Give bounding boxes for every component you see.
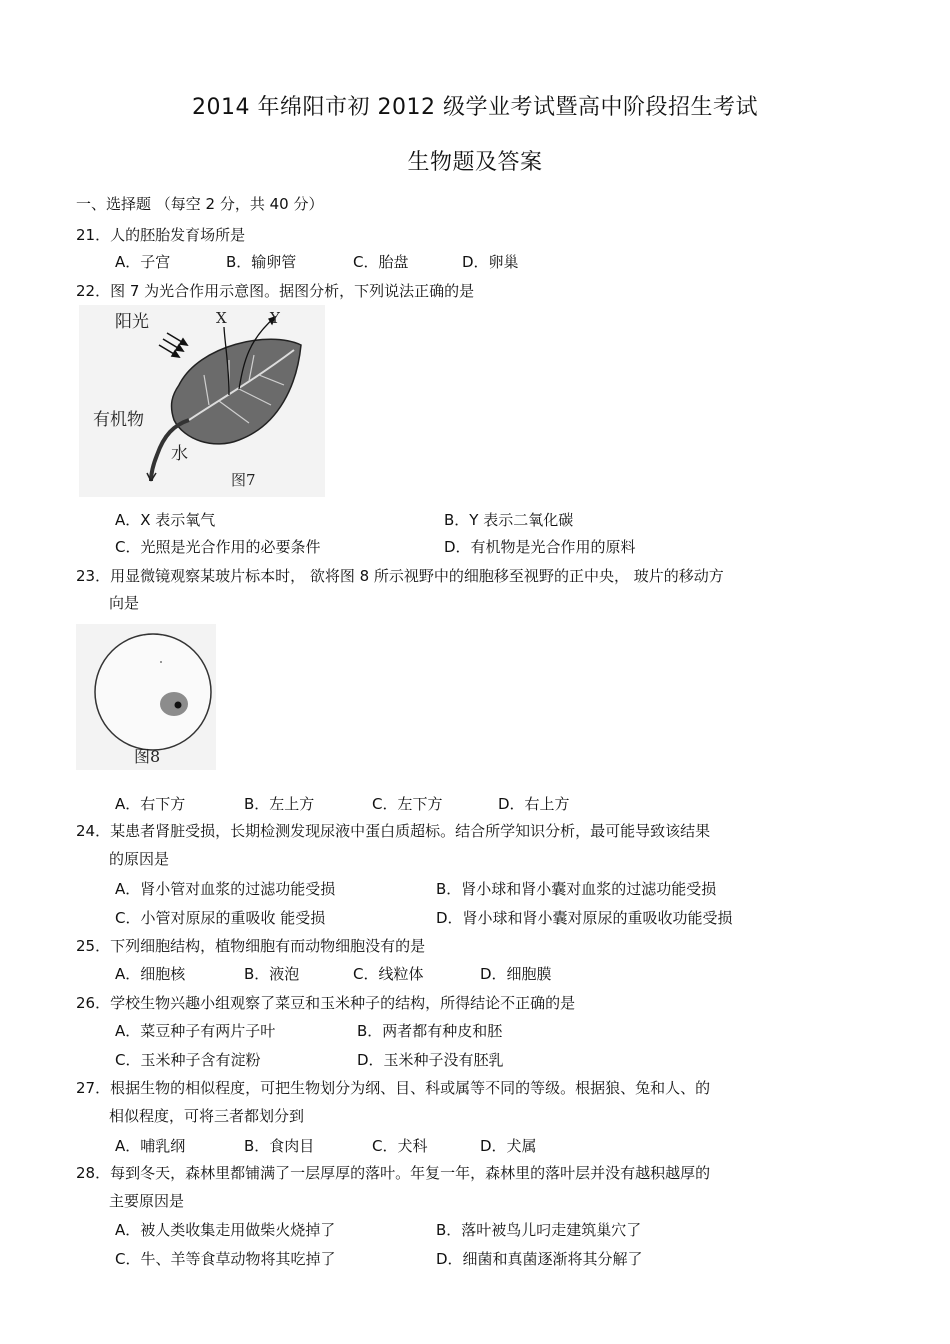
- label-organic: 有机物: [93, 410, 144, 430]
- question-25-option-c: C．线粒体: [353, 965, 424, 983]
- question-22-option-b: B．Y 表示二氧化碳: [444, 511, 574, 529]
- label-y: Y: [270, 309, 280, 327]
- question-26-option-b: B．两者都有种皮和胚: [357, 1022, 503, 1040]
- label-x: X: [216, 309, 227, 327]
- question-24-stem-line-1: 24．某患者肾脏受损，长期检测发现尿液中蛋白质超标。结合所学知识分析，最可能导致该结果: [76, 822, 711, 840]
- figure-7-diagram: [79, 305, 325, 497]
- question-28-option-d: D．细菌和真菌逐渐将其分解了: [436, 1250, 643, 1268]
- label-water: 水: [171, 444, 188, 464]
- label-sunlight: 阳光: [115, 312, 149, 332]
- question-22-option-c: C．光照是光合作用的必要条件: [115, 538, 321, 556]
- question-24-option-b: B．肾小球和肾小囊对血浆的过滤功能受损: [436, 880, 717, 898]
- question-21-option-d: D．卵巢: [462, 253, 519, 271]
- question-28-option-a: A．被人类收集走用做柴火烧掉了: [115, 1221, 336, 1239]
- question-21-option-c: C．胎盘: [353, 253, 409, 271]
- question-22-stem: 22．图 7 为光合作用示意图。据图分析，下列说法正确的是: [76, 282, 475, 300]
- question-26-stem: 26．学校生物兴趣小组观察了菜豆和玉米种子的结构，所得结论不正确的是: [76, 994, 576, 1012]
- question-25-option-b: B．液泡: [244, 965, 300, 983]
- question-27-option-c: C．犬科: [372, 1137, 428, 1155]
- cell-shape: [160, 692, 188, 716]
- question-27-option-a: A．哺乳纲: [115, 1137, 186, 1155]
- question-21-stem: 21．人的胚胎发育场所是: [76, 226, 246, 244]
- question-22-option-a: A．X 表示氧气: [115, 511, 216, 529]
- question-23-stem-line-1: 23．用显微镜观察某玻片标本时， 欲将图 8 所示视野中的细胞移至视野的正中央， 玻片的移动方: [76, 567, 724, 585]
- figure-8-microscope-view: [76, 624, 216, 770]
- question-26-option-a: A．菜豆种子有两片子叶: [115, 1022, 276, 1040]
- figure-7-photosynthesis: [79, 305, 325, 497]
- question-27-option-b: B．食肉目: [244, 1137, 315, 1155]
- question-23-stem-line-2: 向是: [109, 594, 140, 612]
- section-heading: 一、选择题 （每空 2 分，共 40 分）: [76, 195, 324, 213]
- question-28-option-c: C．牛、羊等食草动物将其吃掉了: [115, 1250, 336, 1268]
- field-of-view-circle: [95, 634, 211, 750]
- question-28-stem-line-2: 主要原因是: [109, 1192, 185, 1210]
- cell-nucleus: [175, 702, 182, 709]
- question-23-option-c: C．左下方: [372, 795, 443, 813]
- question-24-option-d: D．肾小球和肾小囊对原尿的重吸收功能受损: [436, 909, 733, 927]
- question-26-option-d: D．玉米种子没有胚乳: [357, 1051, 504, 1069]
- question-21-option-a: A．子宫: [115, 253, 171, 271]
- question-21-option-b: B．输卵管: [226, 253, 297, 271]
- figure-8-diagram: [76, 624, 216, 770]
- page-subtitle: 生物题及答案: [407, 150, 543, 175]
- question-25-option-a: A．细胞核: [115, 965, 186, 983]
- question-27-stem-line-1: 27．根据生物的相似程度，可把生物划分为纲、目、科或属等不同的等级。根据狼、兔和人、的: [76, 1079, 711, 1097]
- question-27-stem-line-2: 相似程度，可将三者都划分到: [109, 1107, 305, 1125]
- question-23-option-d: D．右上方: [498, 795, 570, 813]
- question-28-option-b: B．落叶被鸟儿叼走建筑巢穴了: [436, 1221, 642, 1239]
- question-25-option-d: D．细胞膜: [480, 965, 552, 983]
- question-23-option-a: A．右下方: [115, 795, 186, 813]
- question-25-stem: 25．下列细胞结构，植物细胞有而动物细胞没有的是: [76, 937, 426, 955]
- question-28-stem-line-1: 28．每到冬天，森林里都铺满了一层厚厚的落叶。年复一年，森林里的落叶层并没有越积越厚的: [76, 1164, 711, 1182]
- question-22-option-d: D．有机物是光合作用的原料: [444, 538, 636, 556]
- figure-8-caption: 图8: [134, 747, 161, 766]
- question-24-stem-line-2: 的原因是: [109, 850, 170, 868]
- question-26-option-c: C．玉米种子含有淀粉: [115, 1051, 261, 1069]
- question-23-option-b: B．左上方: [244, 795, 315, 813]
- sunlight-arrows: [159, 333, 187, 357]
- leaf-shape: [172, 339, 301, 444]
- question-24-option-a: A．肾小管对血浆的过滤功能受损: [115, 880, 336, 898]
- question-24-option-c: C．小管对原尿的重吸收 能受损: [115, 909, 326, 927]
- page-title: 2014 年绵阳市初 2012 级学业考试暨高中阶段招生考试: [192, 95, 758, 120]
- figure-7-caption: 图7: [231, 471, 256, 489]
- question-27-option-d: D．犬属: [480, 1137, 537, 1155]
